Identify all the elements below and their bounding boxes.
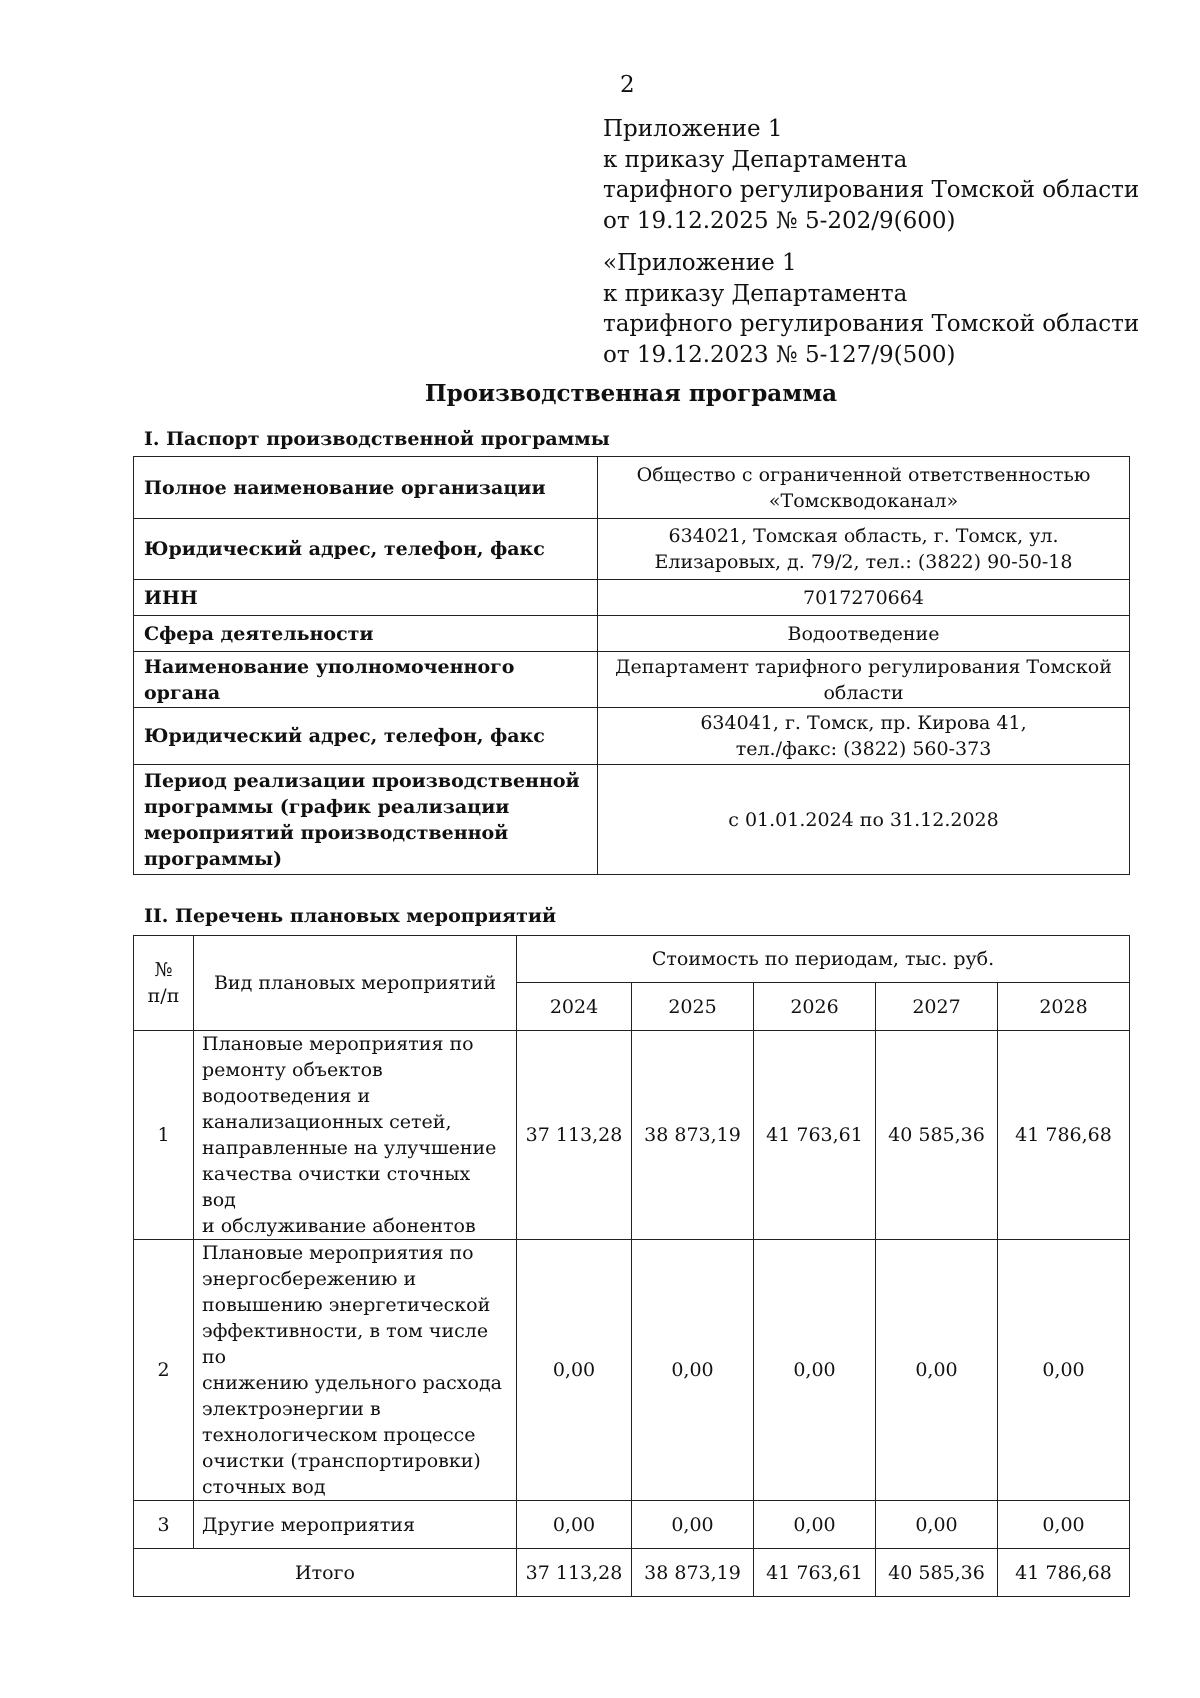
appendix-line: Приложение 1 [603, 116, 783, 142]
passport-value: 634041, г. Томск, пр. Кирова 41, тел./факс: (3822) 560-373 [598, 708, 1130, 765]
row-value: 0,00 [998, 1240, 1130, 1501]
passport-label: Период реализации производственной программы (график реализации мероприятий производственной программы) [134, 765, 598, 875]
passport-table [133, 456, 1130, 875]
row-value: 41 786,68 [998, 1031, 1130, 1240]
appendix-line: тарифного регулирования Томской области [603, 177, 1140, 203]
appendix-line: от 19.12.2025 № 5-202/9(600) [603, 207, 956, 234]
passport-label: Юридический адрес, телефон, факс [134, 708, 598, 765]
table-row [134, 708, 1130, 765]
passport-label: ИНН [134, 580, 598, 616]
passport-label: Юридический адрес, телефон, факс [134, 519, 598, 580]
appendix-current [603, 114, 1139, 236]
row-value: 40 585,36 [876, 1031, 998, 1240]
table-row [134, 652, 1130, 708]
section-2-title: II. Перечень плановых мероприятий [144, 905, 557, 927]
table-row [134, 1240, 1130, 1501]
appendix-line: тарифного регулирования Томской области [603, 311, 1140, 337]
document-title: Производственная программа [424, 380, 838, 407]
row-num: 1 [134, 1031, 194, 1240]
row-value: 41 763,61 [754, 1031, 876, 1240]
appendix-previous [603, 248, 1139, 370]
row-activity: Плановые мероприятия по ремонту объектов водоотведения и канализационных сетей, направленные на улучшение качества очистки сточных вод и обслуживание абонентов [194, 1031, 517, 1240]
header-year: 2026 [754, 983, 876, 1031]
row-value: 0,00 [517, 1501, 632, 1549]
table-row [134, 580, 1130, 616]
passport-label: Полное наименование организации [134, 457, 598, 519]
total-value: 38 873,19 [632, 1549, 754, 1597]
passport-value: с 01.01.2024 по 31.12.2028 [598, 765, 1130, 875]
passport-label: Наименование уполномоченного органа [134, 652, 598, 708]
activities-table [133, 935, 1130, 1597]
page-number: 2 [620, 72, 635, 98]
section-1-title: I. Паспорт производственной программы [144, 428, 610, 450]
header-num: № п/п [134, 936, 194, 1031]
appendix-line: к приказу Департамента [603, 146, 908, 173]
total-label: Итого [134, 1549, 517, 1597]
header-year: 2027 [876, 983, 998, 1031]
row-value: 0,00 [998, 1501, 1130, 1549]
total-row [134, 1549, 1130, 1597]
appendix-line: «Приложение 1 [603, 250, 797, 276]
passport-label: Сфера деятельности [134, 616, 598, 652]
row-value: 0,00 [754, 1240, 876, 1501]
passport-value: 7017270664 [598, 580, 1130, 616]
row-activity: Плановые мероприятия по энергосбережению и повышению энергетической эффективности, в том числе по снижению удельного расхода электроэнергии в технологическом процессе очистки (транспортировки) сточных вод [194, 1240, 517, 1501]
header-row [134, 936, 1130, 983]
header-year: 2025 [632, 983, 754, 1031]
passport-value: Водоотведение [598, 616, 1130, 652]
table-row [134, 519, 1130, 580]
passport-value: Департамент тарифного регулирования Томской области [598, 652, 1130, 708]
row-value: 38 873,19 [632, 1031, 754, 1240]
passport-value: Общество с ограниченной ответственностью «Томскводоканал» [598, 457, 1130, 519]
total-value: 40 585,36 [876, 1549, 998, 1597]
row-value: 0,00 [517, 1240, 632, 1501]
row-value: 0,00 [632, 1501, 754, 1549]
appendix-line: от 19.12.2023 № 5-127/9(500) [603, 341, 956, 368]
row-value: 0,00 [754, 1501, 876, 1549]
table-row [134, 457, 1130, 519]
row-num: 2 [134, 1240, 194, 1501]
row-activity: Другие мероприятия [194, 1501, 517, 1549]
total-value: 41 786,68 [998, 1549, 1130, 1597]
total-value: 41 763,61 [754, 1549, 876, 1597]
header-year: 2028 [998, 983, 1130, 1031]
table-row [134, 1501, 1130, 1549]
header-cost: Стоимость по периодам, тыс. руб. [517, 936, 1130, 983]
row-num: 3 [134, 1501, 194, 1549]
table-row [134, 616, 1130, 652]
appendix-line: к приказу Департамента [603, 280, 908, 307]
header-activity: Вид плановых мероприятий [194, 936, 517, 1031]
header-year: 2024 [517, 983, 632, 1031]
table-row [134, 1031, 1130, 1240]
total-value: 37 113,28 [517, 1549, 632, 1597]
row-value: 0,00 [876, 1501, 998, 1549]
passport-value: 634021, Томская область, г. Томск, ул. Елизаровых, д. 79/2, тел.: (3822) 90-50-18 [598, 519, 1130, 580]
row-value: 0,00 [632, 1240, 754, 1501]
row-value: 37 113,28 [517, 1031, 632, 1240]
row-value: 0,00 [876, 1240, 998, 1501]
table-row [134, 765, 1130, 875]
